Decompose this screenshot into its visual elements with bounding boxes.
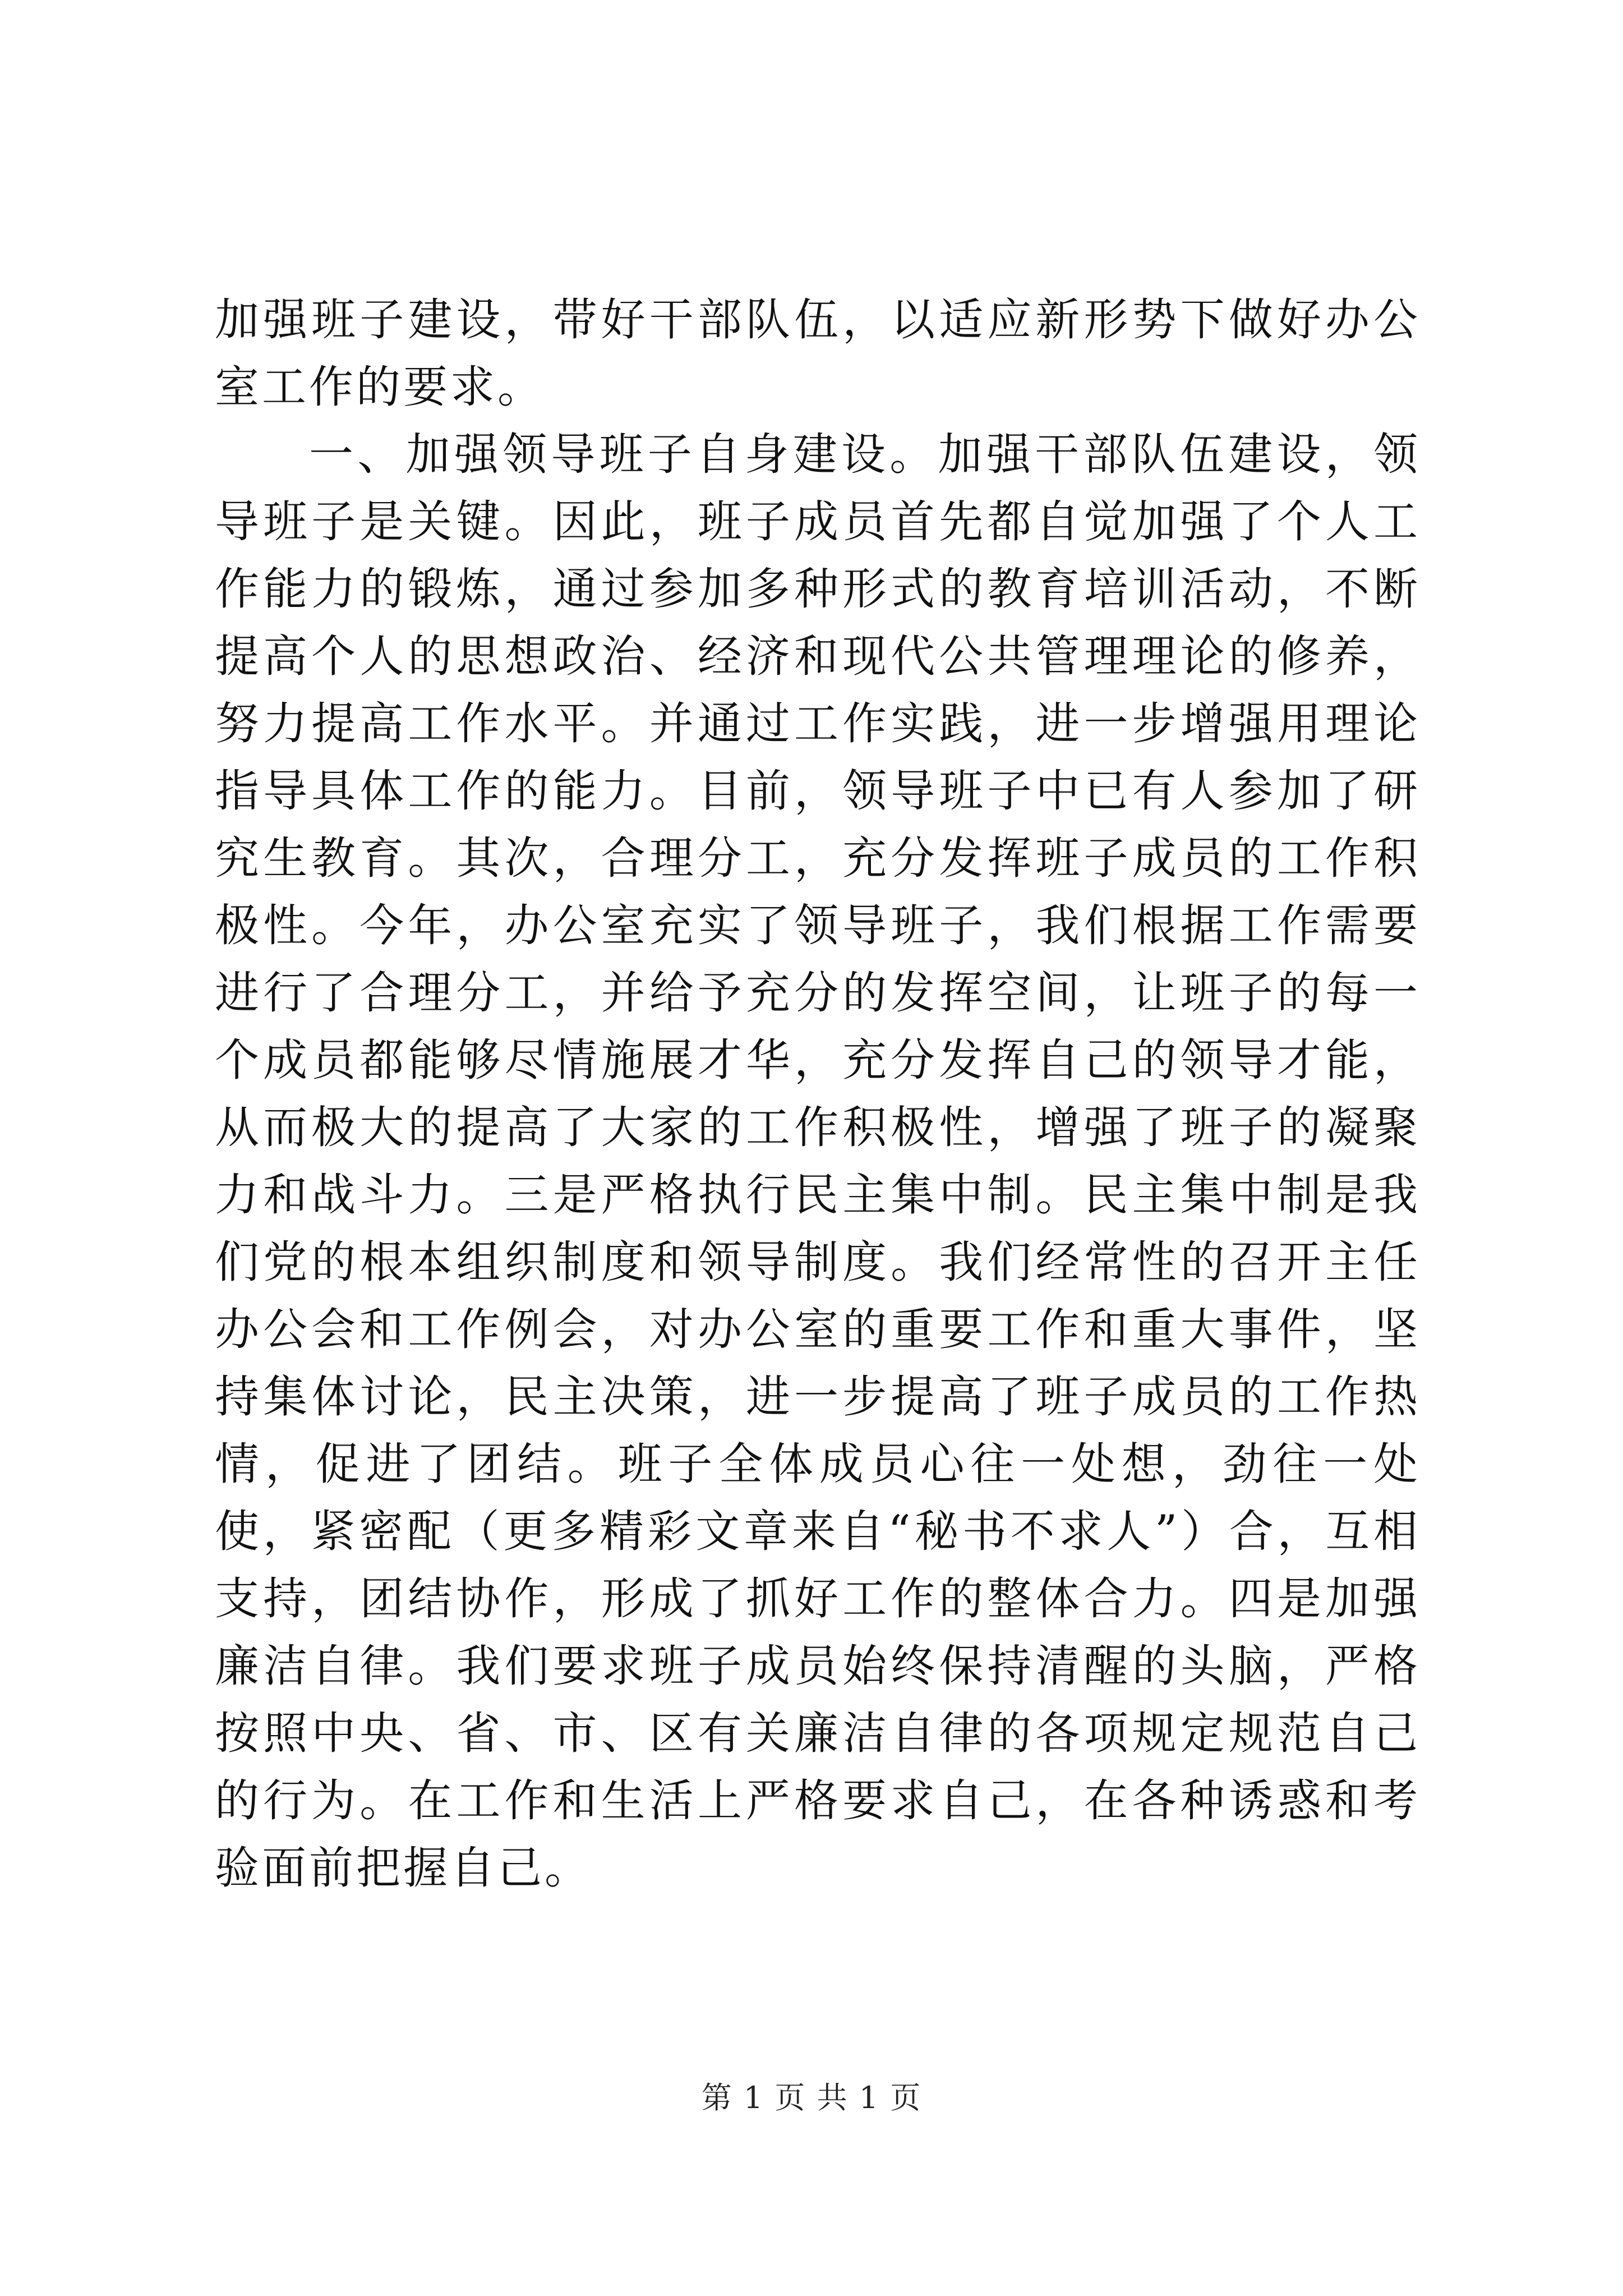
document-body: [215, 286, 1421, 1902]
paragraph-leadership-building: 一、加强领导班子自身建设。加强干部队伍建设，领导班子是关键。因此，班子成员首先都自觉加强了个人工作能力的锻炼，通过参加多种形式的教育培训活动，不断提高个人的思想政治、经济和现代公共管理理论的修养，努力提高工作水平。并通过工作实践，进一步增强用理论指导具体工作的能力。目前，领导班子中已有人参加了研究生教育。其次，合理分工，充分发挥班子成员的工作积极性。今年，办公室充实了领导班子，我们根据工作需要进行了合理分工，并给予充分的发挥空间，让班子的每一个成员都能够尽情施展才华，充分发挥自己的领导才能，从而极大的提高了大家的工作积极性，增强了班子的凝聚力和战斗力。三是严格执行民主集中制。民主集中制是我们党的根本组织制度和领导制度。我们经常性的召开主任办公会和工作例会，对办公室的重要工作和重大事件，坚持集体讨论，民主决策，进一步提高了班子成员的工作热情，促进了团结。班子全体成员心往一处想，劲往一处使，紧密配（更多精彩文章来自“秘书不求人”）合，互相支持，团结协作，形成了抓好工作的整体合力。四是加强廉洁自律。我们要求班子成员始终保持清醒的头脑，严格按照中央、省、市、区有关廉洁自律的各项规定规范自己的行为。在工作和生活上严格要求自己，在各种诱惑和考验面前把握自己。: [215, 429, 1421, 1894]
paragraph-continuation: 加强班子建设，带好干部队伍，以适应新形势下做好办公室工作的要求。: [215, 294, 1421, 413]
page-number-footer: 第 1 页 共 1 页: [701, 2080, 922, 2115]
